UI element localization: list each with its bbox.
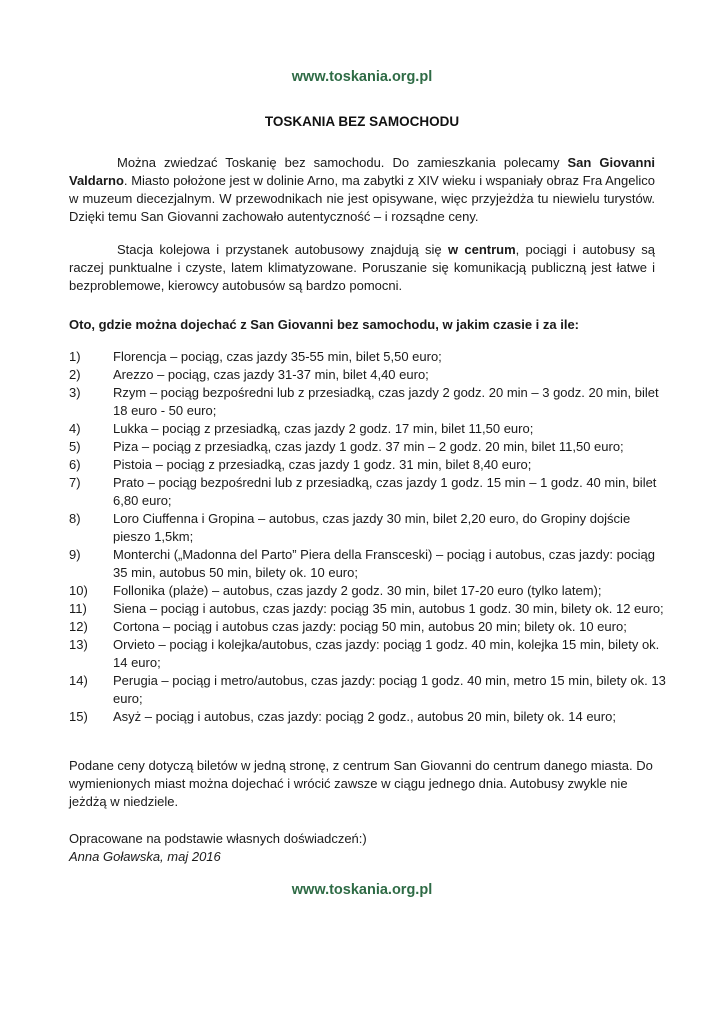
signature-block <box>69 830 655 866</box>
list-item-number: 14) <box>69 673 88 688</box>
list-item-text: Pistoia – pociąg z przesiadką, czas jazdy 1 godz. 31 min, bilet 8,40 euro; <box>113 457 532 472</box>
list-item-text: Rzym – pociąg bezpośredni lub z przesiadką, czas jazdy 2 godz. 20 min – 3 godz. 20 min, bilet 18 euro - 50 euro; <box>113 385 659 418</box>
list-item-number: 3) <box>69 385 81 400</box>
list-item-text: Piza – pociąg z przesiadką, czas jazdy 1 godz. 37 min – 2 godz. 20 min, bilet 11,50 euro; <box>113 439 624 454</box>
list-item-number: 7) <box>69 475 81 490</box>
list-item-text: Orvieto – pociąg i kolejka/autobus, czas jazdy: pociąg 1 godz. 40 min, kolejka 15 min, bilety ok. 14 euro; <box>113 637 660 670</box>
intro-paragraph-1: Można zwiedzać Toskanię bez samochodu. Do zamieszkania polecamy San Giovanni Valdarno. Miasto położone jest w dolinie Arno, ma zabytki z XIV wieku i wspaniały obraz Fra Angelico w muzeum diecezjalnym. W przewodnikach nie jest opisywane, więc przyjeżdża tu niewielu turystów. Dzięki temu San Giovanni zachowało autentyczność – i rozsądne ceny. <box>69 155 655 224</box>
page-title: TOSKANIA BEZ SAMOCHODU <box>264 114 460 129</box>
header-site-link[interactable]: www.toskania.org.pl <box>291 69 433 85</box>
list-item <box>69 456 669 474</box>
list-item-text: Cortona – pociąg i autobus czas jazdy: pociąg 50 min, autobus 20 min; bilety ok. 10 euro; <box>113 619 627 634</box>
signature-line: Opracowane na podstawie własnych doświadczeń:) <box>69 831 367 846</box>
notes-paragraph: Podane ceny dotyczą biletów w jedną stronę, z centrum San Giovanni do centrum danego miasta. Do wymienionych miast można dojechać i wrócić zawsze w ciągu jednego dnia. Autobusy zwykle nie jeżdżą w niedziele. <box>69 758 653 809</box>
list-item <box>69 420 669 438</box>
list-item <box>69 618 669 636</box>
list-item <box>69 366 669 384</box>
list-item <box>69 546 669 582</box>
list-item-text: Follonika (plaże) – autobus, czas jazdy 2 godz. 30 min, bilet 17-20 euro (tylko latem); <box>113 583 602 598</box>
signature-author: Anna Goławska, maj 2016 <box>69 849 221 864</box>
list-item <box>69 510 669 546</box>
list-item <box>69 348 669 366</box>
list-item-number: 6) <box>69 457 81 472</box>
list-item-number: 10) <box>69 583 88 598</box>
list-item <box>69 582 669 600</box>
list-item-text: Florencja – pociąg, czas jazdy 35-55 min, bilet 5,50 euro; <box>113 349 442 364</box>
list-item-number: 12) <box>69 619 88 634</box>
list-item-number: 4) <box>69 421 81 436</box>
list-item <box>69 438 669 456</box>
list-heading: Oto, gdzie można dojechać z San Giovanni bez samochodu, w jakim czasie i za ile: <box>69 317 580 332</box>
list-item-text: Loro Ciuffenna i Gropina – autobus, czas jazdy 30 min, bilet 2,20 euro, do Gropiny dojście pieszo 1,5km; <box>113 511 631 544</box>
highlight-centrum: w centrum <box>447 242 516 257</box>
list-item-text: Asyż – pociąg i autobus, czas jazdy: pociąg 2 godz., autobus 20 min, bilety ok. 14 euro; <box>113 709 616 724</box>
list-item <box>69 600 669 618</box>
list-item-number: 2) <box>69 367 81 382</box>
list-item <box>69 708 669 726</box>
list-item-text: Arezzo – pociąg, czas jazdy 31-37 min, bilet 4,40 euro; <box>113 367 429 382</box>
destinations-list <box>69 348 669 726</box>
list-item-number: 15) <box>69 709 88 724</box>
intro-paragraph-2: Stacja kolejowa i przystanek autobusowy znajdują się w centrum, pociągi i autobusy są raczej punktualne i czyste, latem klimatyzowane. Poruszanie się komunikacją publiczną jest łatwe i bezproblemowe, kierowcy autobusów są bardzo pomocni. <box>69 242 656 293</box>
list-item <box>69 672 669 708</box>
list-item <box>69 384 669 420</box>
list-item-number: 13) <box>69 637 88 652</box>
list-item-text: Siena – pociąg i autobus, czas jazdy: pociąg 35 min, autobus 1 godz. 30 min, bilety ok. 12 euro; <box>113 601 664 616</box>
list-item-text: Perugia – pociąg i metro/autobus, czas jazdy: pociąg 1 godz. 40 min, metro 15 min, bilety ok. 13 euro; <box>113 673 666 706</box>
list-item-text: Prato – pociąg bezpośredni lub z przesiadką, czas jazdy 1 godz. 15 min – 1 godz. 40 min, bilet 6,80 euro; <box>113 475 657 508</box>
highlight-san-giovanni: San Giovanni Valdarno <box>69 155 655 188</box>
list-item-number: 5) <box>69 439 81 454</box>
list-item-text: Monterchi („Madonna del Parto” Piera della Fransceski) – pociąg i autobus, czas jazdy: pociąg 35 min, autobus 50 min, bilety ok. 10 euro; <box>113 547 655 580</box>
list-item-number: 11) <box>69 601 87 616</box>
list-item-number: 8) <box>69 511 81 526</box>
list-item <box>69 636 669 672</box>
list-item <box>69 474 669 510</box>
list-item-number: 9) <box>69 547 81 562</box>
list-item-text: Lukka – pociąg z przesiadką, czas jazdy 2 godz. 17 min, bilet 11,50 euro; <box>113 421 534 436</box>
footer-site-link[interactable]: www.toskania.org.pl <box>291 882 433 898</box>
list-item-number: 1) <box>69 349 81 364</box>
